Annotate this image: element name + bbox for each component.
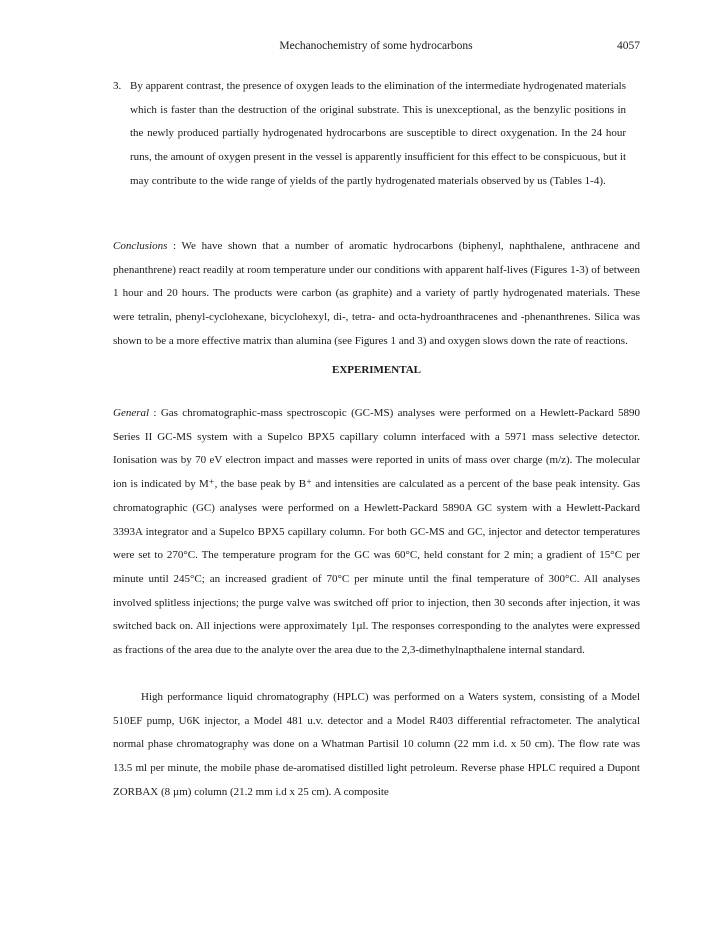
general-paragraph — [113, 402, 640, 663]
point-3-text: By apparent contrast, the presence of oxygen leads to the elimination of the intermediate hydrogenated materials which is faster than the destruction of the original substrate. This is unexceptional, as the benzylic positions in the newly produced partially hydrogenated hydrocarbons are susceptible to direct oxygenation. In the 24 hour runs, the amount of oxygen present in the vessel is apparently insufficient for this effect to be conspicuous, but it may contribute to the wide range of yields of the partly hydrogenated materials observed by us (Tables 1-4). — [130, 80, 627, 187]
general-text: : Gas chromatographic-mass spectroscopic (GC-MS) analyses were performed on a Hewlett-Packard 5890 Series II GC-MS system with a Supelco BPX5 capillary column interfaced with a 5971 mass selective detector. Ionisation was by 70 eV electron impact and masses were reported in units of mass over charge (m/z). The molecular ion is indicated by M⁺, the base peak by B⁺ and intensities are calculated as a percent of the base peak intensity. Gas chromatographic (GC) analyses were performed on a Hewlett-Packard 5890A GC system with a Hewlett-Packard 3393A integrator and a Supelco BPX5 capillary column. For both GC-MS and GC, injector and detector temperatures were set to 270°C. The temperature program for the GC was 60°C, held constant for 2 min; a gradient of 15°C per minute until 245°C; an increased gradient of 70°C per minute until the final temperature of 300°C. All analyses involved splitless injections; the purge valve was switched off prior to injection, then 30 seconds after injection, it was switched back on. All injections were approximately 1µl. The responses corresponding to the analytes were expressed as fractions of the area due to the analyte over the area due to the 2,3-dimethylnapthalene internal standard. — [113, 407, 640, 657]
conclusions-text: : We have shown that a number of aromatic hydrocarbons (biphenyl, naphthalene, anthracene and phenanthrene) react readily at room temperature under our conditions with apparent half-lives (Figures 1-3) of between 1 hour and 20 hours. The products were carbon (as graphite) and a variety of partly hydrogenated materials. These were tetralin, phenyl-cyclohexane, bicyclohexyl, di-, tetra- and octa-hydroanthracenes and -phenanthrenes. Silica was shown to be a more effective matrix than alumina (see Figures 1 and 3) and oxygen slows down the rate of reactions. — [113, 240, 640, 347]
general-label: General — [113, 407, 150, 419]
hplc-paragraph: High performance liquid chromatography (HPLC) was performed on a Waters system, consisting of a Model 510EF pump, U6K injector, a Model 481 u.v. detector and a Model R403 differential refractometer. The analytical normal phase chromatography was done on a Whatman Partisil 10 column (22 mm i.d. x 50 cm). The flow rate was 13.5 ml per minute, the mobile phase de-aromatised distilled light petroleum. Reverse phase HPLC required a Dupont ZORBAX (8 µm) column (21.2 mm i.d x 25 cm). A composite — [113, 691, 640, 798]
conclusions-label: Conclusions — [113, 240, 168, 252]
running-head — [112, 40, 640, 56]
section-heading: EXPERIMENTAL — [331, 364, 422, 376]
page-number: 4057 — [617, 40, 640, 52]
running-title: Mechanochemistry of some hydrocarbons — [279, 40, 473, 52]
conclusions-paragraph — [113, 235, 640, 354]
point-number: 3. — [113, 80, 122, 92]
